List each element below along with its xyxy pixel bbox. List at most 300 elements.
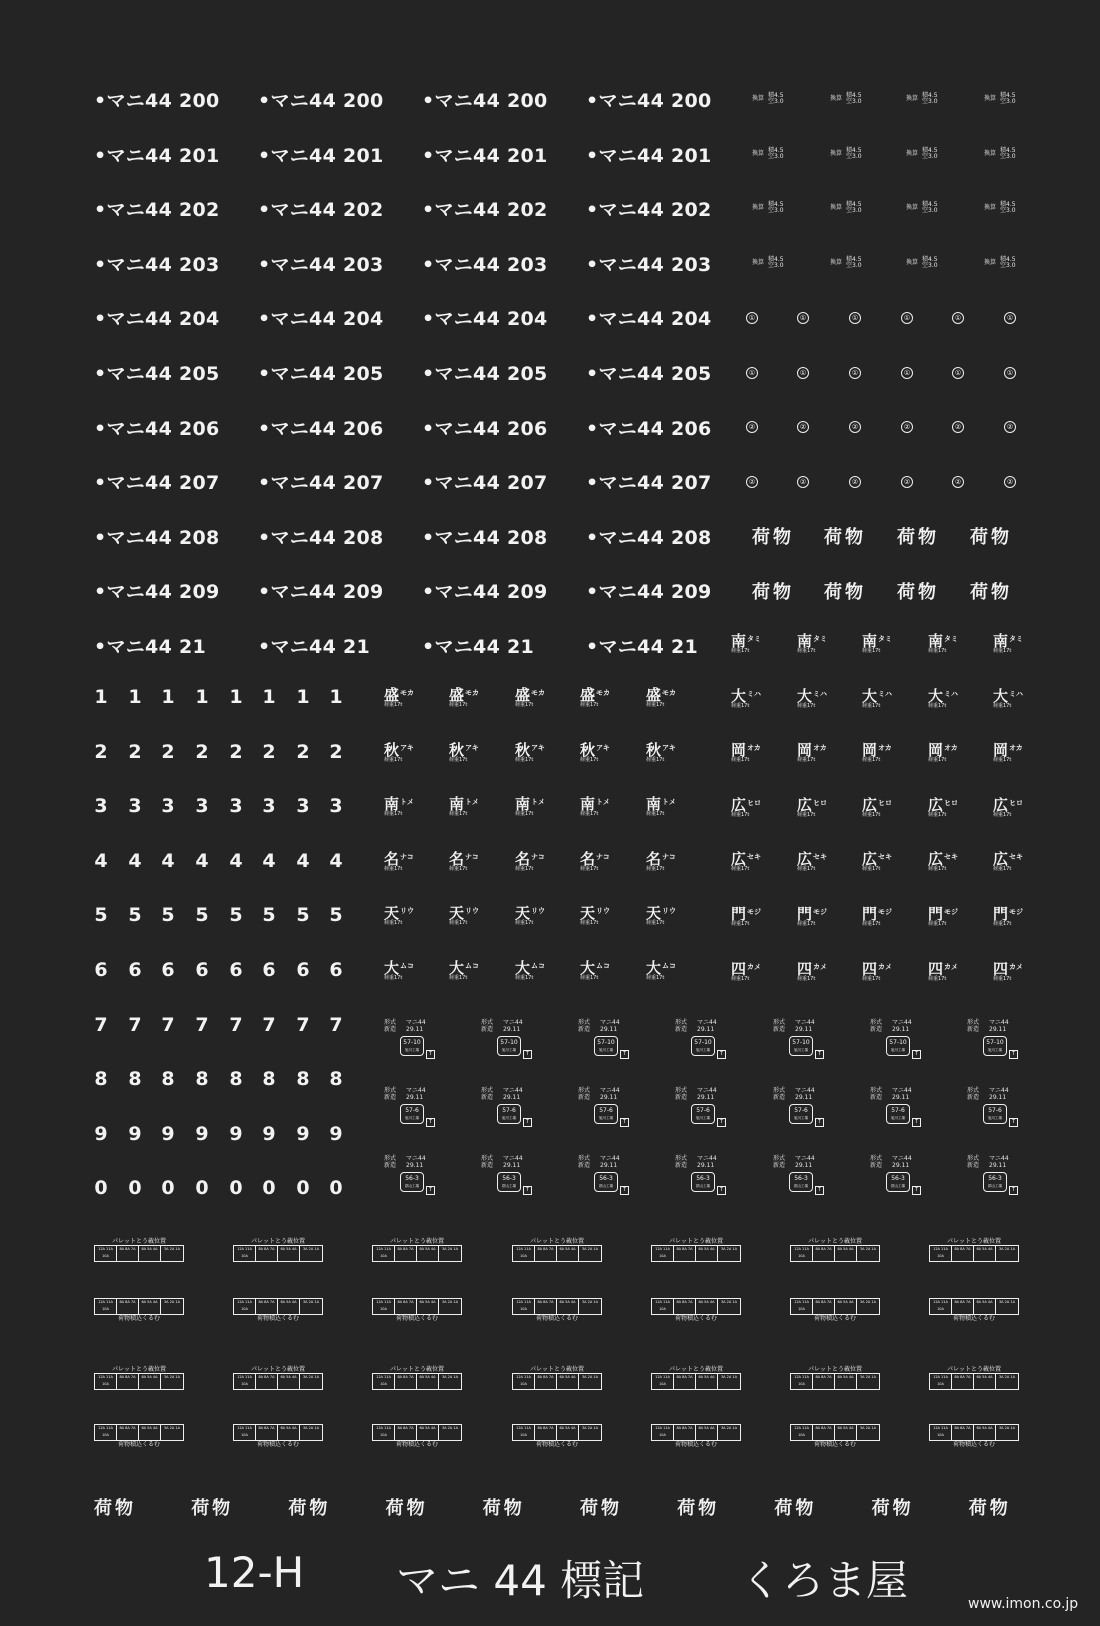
capacity-label-empty: 空3.0 [1000,98,1016,105]
depot-label [993,630,1027,654]
pallet-cell: 12A 11A 10A [791,1374,813,1389]
pallet-cell: 8A 8A 7A [256,1246,278,1261]
number-digit: 8 [296,1068,310,1091]
pallet-position-plate [372,1424,462,1448]
depot-kanji: 大 [384,959,400,977]
depot-label [646,739,680,763]
inspection-plate [384,1087,433,1140]
depot-capacity: 荷重17t [797,975,816,982]
built-label: 新造 [481,1094,494,1101]
depot-kana: ヒロ [944,798,958,807]
depot-capacity: 荷重17t [449,920,468,927]
type-label: 形式 [675,1155,688,1162]
inspection-box [983,1172,1007,1192]
number-digit: 5 [195,904,209,927]
pallet-cell: 6A 5A 4A [835,1425,857,1440]
pallet-position-plate [512,1298,602,1322]
built-label: 新造 [675,1162,688,1169]
pallet-grid [790,1298,880,1315]
depot-capacity: 荷重17t [862,811,881,818]
depot-kanji: 大 [646,959,662,977]
capacity-label-conv: 換算 [906,204,919,212]
inspection-plate [675,1019,724,1072]
pallet-caption: 荷物積込くるむ [256,1315,299,1322]
depot-capacity: 荷重17t [993,921,1012,927]
depot-capacity: 荷重17t [731,702,750,709]
pallet-cell: 3A 2A 1A [302,1375,320,1379]
depot-label [928,903,962,927]
pallet-position-plate [233,1238,323,1262]
depot-capacity: 荷重17t [862,757,881,764]
depot-label [580,793,614,817]
type-label: 形式 [870,1019,883,1026]
type-value: マニ44 [892,1155,912,1162]
depot-capacity: 荷重17t [928,811,947,818]
number-digit: 2 [296,740,310,763]
inspection-works: 旭川工場 [988,1048,1002,1052]
pallet-position-plate [929,1424,1019,1448]
capacity-label-empty: 空3.0 [846,207,862,215]
number-digit: 1 [128,686,142,708]
capacity-label-conv: 換算 [984,204,997,212]
number-digit: 3 [94,795,108,818]
number-digit: 0 [262,1177,276,1200]
depot-label [993,848,1027,872]
inspection-tag: T [717,1186,726,1195]
type-value: マニ44 [892,1087,912,1094]
pallet-cell: 3A 2A 1A [720,1426,738,1430]
depot-kanji: 盛 [646,686,662,704]
pallet-position-plate [929,1238,1019,1262]
built-label: 新造 [967,1094,980,1101]
depot-kanji: 四 [797,959,813,978]
car-number-decal: •マニ44 209 [586,581,712,604]
type-label: 形式 [578,1087,591,1094]
depot-capacity: 荷重17t [862,866,881,873]
number-digit: 8 [229,1068,243,1091]
depot-kana: リウ [662,907,676,916]
pallet-cell: 8A 8A 7A [674,1425,696,1440]
pallet-cell: 3A 2A 1A [720,1247,738,1251]
inspection-plate [675,1087,724,1140]
built-value: 29.11 [795,1026,813,1033]
inspection-box [886,1172,910,1192]
pallet-cell: 12A 11A 10A [791,1425,813,1440]
capacity-label [984,257,1030,269]
pallet-cell: 6A 5A 4A [557,1374,579,1389]
depot-label [993,903,1027,927]
pallet-cell: 6A 5A 4A [278,1299,300,1314]
pallet-cell: 12A 11A 10A [373,1425,395,1440]
depot-kana: モカ [531,689,545,697]
number-digit: 7 [262,1013,276,1036]
number-digit: 0 [329,1177,343,1200]
type-value: マニ44 [600,1155,620,1162]
pallet-cell: 8A 8A 7A [117,1299,139,1314]
built-value: 29.11 [406,1094,424,1101]
number-digit: 4 [296,849,310,872]
pallet-cell: 12A 11A 10A [373,1246,395,1261]
car-number-decal: •マニ44 208 [586,526,712,549]
inspection-tag: T [815,1186,824,1195]
depot-kanji: 盛 [449,686,465,704]
depot-capacity: 荷重17t [646,865,665,872]
pallet-cell: 8A 8A 7A [535,1246,557,1261]
inspection-plate [773,1019,822,1072]
number-digit: 5 [229,904,243,927]
depot-kanji: 大 [731,686,747,705]
pallet-cell: 8A 8A 7A [674,1299,696,1314]
car-number-decal: •マニ44 206 [586,417,712,440]
type-value: マニ44 [697,1019,717,1026]
depot-label [449,848,483,872]
depot-kana: モカ [465,689,479,697]
built-label: 新造 [578,1162,591,1169]
pallet-cell: 6A 5A 4A [417,1425,439,1440]
depot-capacity: 荷重17t [384,811,403,818]
freight-label: 荷物 [871,1498,914,1519]
depot-kanji: 南 [862,632,878,650]
number-digit: 7 [229,1013,243,1036]
inspection-tag: T [912,1118,921,1127]
pallet-cell: 8A 8A 7A [952,1425,974,1440]
built-value: 29.11 [406,1162,424,1169]
depot-capacity: 荷重17t [515,920,534,927]
capacity-label-empty: 空3.0 [922,98,938,105]
capacity-label-empty: 空3.0 [1000,207,1016,215]
pallet-position-plate [929,1298,1019,1322]
depot-label [515,957,549,981]
pallet-cell: 8A 8A 7A [256,1299,278,1314]
depot-capacity: 荷重17t [515,702,534,708]
built-value: 29.11 [795,1094,813,1101]
number-digit: 4 [195,849,209,872]
capacity-label-loaded: 積4.5 [922,146,938,154]
inspection-works: 旭川工場 [405,1116,419,1120]
depot-kana: ヒロ [747,798,761,807]
type-label: 形式 [870,1155,883,1162]
number-digit: 9 [296,1122,310,1145]
depot-capacity: 荷重17t [646,920,665,927]
number-digit: 5 [161,904,175,927]
depot-capacity: 荷重17t [862,975,881,982]
inspection-date: 57-10 [792,1039,810,1046]
depot-label [731,685,765,709]
pallet-cell: 12A 11A 10A [930,1299,952,1314]
inspection-tag: T [815,1118,824,1127]
depot-capacity: 荷重17t [384,756,403,763]
depot-kanji: 大 [515,959,531,977]
depot-capacity: 荷重17t [384,702,403,708]
pallet-cell: 8A 8A 7A [813,1374,835,1389]
inspection-date: 57-10 [597,1039,615,1046]
depot-kanji: 南 [515,795,531,814]
depot-label [731,794,765,818]
car-number-decal: •マニ44 207 [586,472,712,495]
pallet-cell: 8A 8A 7A [535,1425,557,1440]
pallet-title: パレットとう載位置 [947,1366,1001,1373]
depot-kanji: 門 [862,905,878,923]
pallet-caption: 荷物積込くるむ [535,1441,578,1448]
pallet-position-plate [512,1366,602,1390]
car-number-decal: •マニ44 204 [586,308,712,331]
number-digit: 4 [329,849,343,872]
maker-name: くろま屋 [740,1556,909,1605]
capacity-label-empty: 空3.0 [1000,261,1016,269]
built-label: 新造 [384,1094,397,1101]
freight-label: 荷物 [752,581,794,603]
inspection-box [886,1036,910,1056]
pallet-caption: 荷物積込くるむ [813,1441,856,1448]
pallet-cell: 6A 5A 4A [278,1425,300,1440]
capacity-label [906,257,952,269]
car-number-decal: •マニ44 203 [258,253,384,276]
circle-mark: ② [952,476,964,488]
pallet-cell: 8A 8A 7A [395,1374,417,1389]
depot-label [646,902,680,926]
depot-kanji: 南 [449,795,465,814]
number-digit: 5 [329,904,343,927]
inspection-works: 旭川工場 [696,1048,710,1052]
type-value: マニ44 [989,1087,1009,1094]
depot-capacity: 荷重17t [731,757,750,764]
depot-kanji: 門 [797,905,813,923]
freight-label: 荷物 [824,581,866,603]
pallet-cell: 8A 8A 7A [952,1299,974,1314]
built-value: 29.11 [795,1162,813,1169]
depot-kana: カメ [878,962,892,971]
depot-kanji: 広 [731,850,747,869]
depot-label [797,794,831,818]
car-number-decal: •マニ44 208 [258,526,384,549]
inspection-box [594,1036,618,1056]
car-number-decal: •マニ44 201 [258,144,384,167]
number-digit: 5 [94,904,108,927]
pallet-position-plate [790,1366,880,1390]
inspection-date: 57-6 [988,1107,1002,1114]
built-label: 新造 [870,1026,883,1033]
built-label: 新造 [967,1026,980,1033]
capacity-label-empty: 空3.0 [768,98,784,105]
pallet-cell: 12A 11A 10A [791,1246,813,1261]
pallet-cell: 12A 11A 10A [513,1374,535,1389]
depot-kanji: 広 [928,795,944,814]
number-digit: 9 [94,1122,108,1145]
number-digit: 7 [128,1013,142,1036]
depot-kana: トメ [400,798,414,807]
depot-kana: モジ [747,908,761,916]
type-label: 形式 [675,1019,688,1026]
pallet-cell: 3A 2A 1A [581,1375,599,1379]
car-number-decal: •マニ44 206 [258,417,384,440]
number-digit: 1 [296,686,310,708]
pallet-cell: 12A 11A 10A [513,1425,535,1440]
depot-kanji: 南 [731,632,747,650]
type-value: マニ44 [406,1019,426,1026]
number-digit: 9 [161,1122,175,1145]
depot-kanji: 広 [862,850,878,869]
depot-capacity: 荷重17t [384,865,403,872]
type-label: 形式 [967,1019,980,1026]
capacity-label-loaded: 積4.5 [922,201,938,209]
depot-kanji: 広 [797,795,813,814]
circle-mark: ① [901,312,913,324]
car-number-decal: •マニ44 204 [422,308,548,331]
depot-kanji: 広 [731,795,747,814]
number-digit: 3 [229,795,243,818]
depot-kanji: 岡 [731,741,747,760]
pallet-cell: 3A 2A 1A [998,1375,1016,1379]
circle-mark: ① [797,312,809,324]
type-label: 形式 [870,1087,883,1094]
depot-kanji: 天 [646,904,662,923]
type-label: 形式 [481,1155,494,1162]
type-value: マニ44 [697,1155,717,1162]
depot-kana: ムコ [400,962,414,970]
inspection-date: 56-3 [405,1175,419,1182]
depot-capacity: 荷重17t [580,865,599,872]
inspection-works: 郡山工場 [988,1184,1002,1188]
number-digit: 7 [195,1013,209,1036]
depot-label [449,793,483,817]
depot-kanji: 広 [797,850,813,869]
inspection-tag: T [1009,1186,1018,1195]
depot-label [449,957,483,981]
pallet-cell: 12A 11A 10A [930,1374,952,1389]
pallet-title: パレットとう載位置 [390,1366,444,1373]
capacity-label-empty: 空3.0 [768,261,784,269]
pallet-title: パレットとう載位置 [112,1238,166,1245]
depot-label [646,793,680,817]
built-label: 新造 [675,1026,688,1033]
pallet-cell: 3A 2A 1A [581,1300,599,1304]
freight-label: 荷物 [677,1498,720,1519]
type-value: マニ44 [795,1087,815,1094]
depot-capacity: 荷重17t [580,756,599,763]
type-value: マニ44 [406,1155,426,1162]
depot-capacity: 荷重17t [449,702,468,708]
depot-label [862,630,896,654]
pallet-cell: 6A 5A 4A [974,1299,996,1314]
number-digit: 0 [229,1177,243,1200]
pallet-cell: 6A 5A 4A [278,1374,300,1389]
capacity-label-loaded: 積4.5 [768,92,784,99]
built-value: 29.11 [503,1026,521,1033]
car-number-decal: •マニ44 202 [422,199,548,222]
number-digit: 0 [161,1177,175,1200]
pallet-caption: 荷物積込くるむ [813,1315,856,1322]
pallet-cell: 12A 11A 10A [652,1299,674,1314]
pallet-cell: 12A 11A 10A [234,1374,256,1389]
circle-mark: ① [746,367,758,379]
type-value: マニ44 [989,1155,1009,1162]
pallet-cell: 12A 11A 10A [930,1246,952,1261]
pallet-cell: 6A 5A 4A [139,1246,161,1261]
number-digit: 6 [329,959,343,981]
pallet-title: パレットとう載位置 [669,1366,723,1373]
circle-mark: ② [1004,421,1016,433]
car-number-decal: •マニ44 21 [258,636,371,658]
depot-capacity: 荷重17t [646,756,665,763]
depot-label [580,957,614,981]
depot-kanji: 天 [384,904,400,923]
pallet-cell: 8A 8A 7A [952,1374,974,1389]
pallet-cell: 3A 2A 1A [441,1300,459,1304]
circle-mark: ① [901,367,913,379]
capacity-label [752,148,798,160]
inspection-tag: T [620,1050,629,1059]
depot-label [646,848,680,872]
depot-capacity: 荷重17t [928,921,947,927]
pallet-caption: 荷物積込くるむ [117,1315,160,1322]
depot-kanji: 四 [993,959,1009,978]
car-number-decal: •マニ44 200 [422,90,548,112]
depot-label [731,739,765,763]
freight-label: 荷物 [385,1498,428,1519]
built-value: 29.11 [892,1162,910,1169]
depot-kana: タミ [747,635,761,643]
number-digit: 8 [128,1068,142,1091]
depot-kana: ミハ [944,689,958,698]
depot-capacity: 荷重17t [993,811,1012,818]
number-digit: 1 [329,686,343,708]
depot-label [797,739,831,763]
depot-label [928,739,962,763]
circle-mark: ② [746,421,758,433]
inspection-date: 56-3 [502,1175,516,1182]
pallet-cell: 6A 5A 4A [139,1425,161,1440]
inspection-tag: T [426,1050,435,1059]
depot-capacity: 荷重17t [797,811,816,818]
depot-capacity: 荷重17t [797,866,816,873]
depot-label [515,848,549,872]
pallet-position-plate [372,1366,462,1390]
depot-kana: カメ [944,962,958,971]
depot-kana: リウ [465,907,479,916]
depot-kana: ムコ [465,962,479,970]
depot-capacity: 荷重17t [862,921,881,927]
depot-kana: アキ [596,743,610,752]
car-number-decal: •マニ44 206 [94,417,220,440]
inspection-works: 郡山工場 [599,1184,613,1188]
depot-kanji: 広 [928,850,944,869]
car-number-decal: •マニ44 207 [94,472,220,495]
depot-kana: ムコ [662,962,676,970]
type-label: 形式 [773,1019,786,1026]
inspection-works: 旭川工場 [502,1048,516,1052]
depot-kana: タミ [1009,635,1023,643]
depot-label [862,739,896,763]
number-digit: 7 [329,1013,343,1036]
number-digit: 8 [161,1068,175,1091]
pallet-cell: 3A 2A 1A [163,1247,181,1251]
depot-label [797,630,831,654]
number-digit: 6 [229,959,243,981]
pallet-grid [372,1373,462,1390]
number-digit: 1 [195,686,209,708]
pallet-grid [651,1245,741,1262]
circle-mark: ① [1004,367,1016,379]
depot-kanji: 盛 [515,686,531,704]
depot-capacity: 荷重17t [993,975,1012,982]
pallet-caption: 荷物積込くるむ [535,1315,578,1322]
car-number-decal: •マニ44 201 [422,144,548,167]
pallet-caption: 荷物積込くるむ [952,1441,995,1448]
pallet-cell: 12A 11A 10A [95,1374,117,1389]
depot-kana: ミハ [813,689,827,698]
inspection-works: 旭川工場 [794,1048,808,1052]
pallet-cell: 3A 2A 1A [859,1375,877,1379]
